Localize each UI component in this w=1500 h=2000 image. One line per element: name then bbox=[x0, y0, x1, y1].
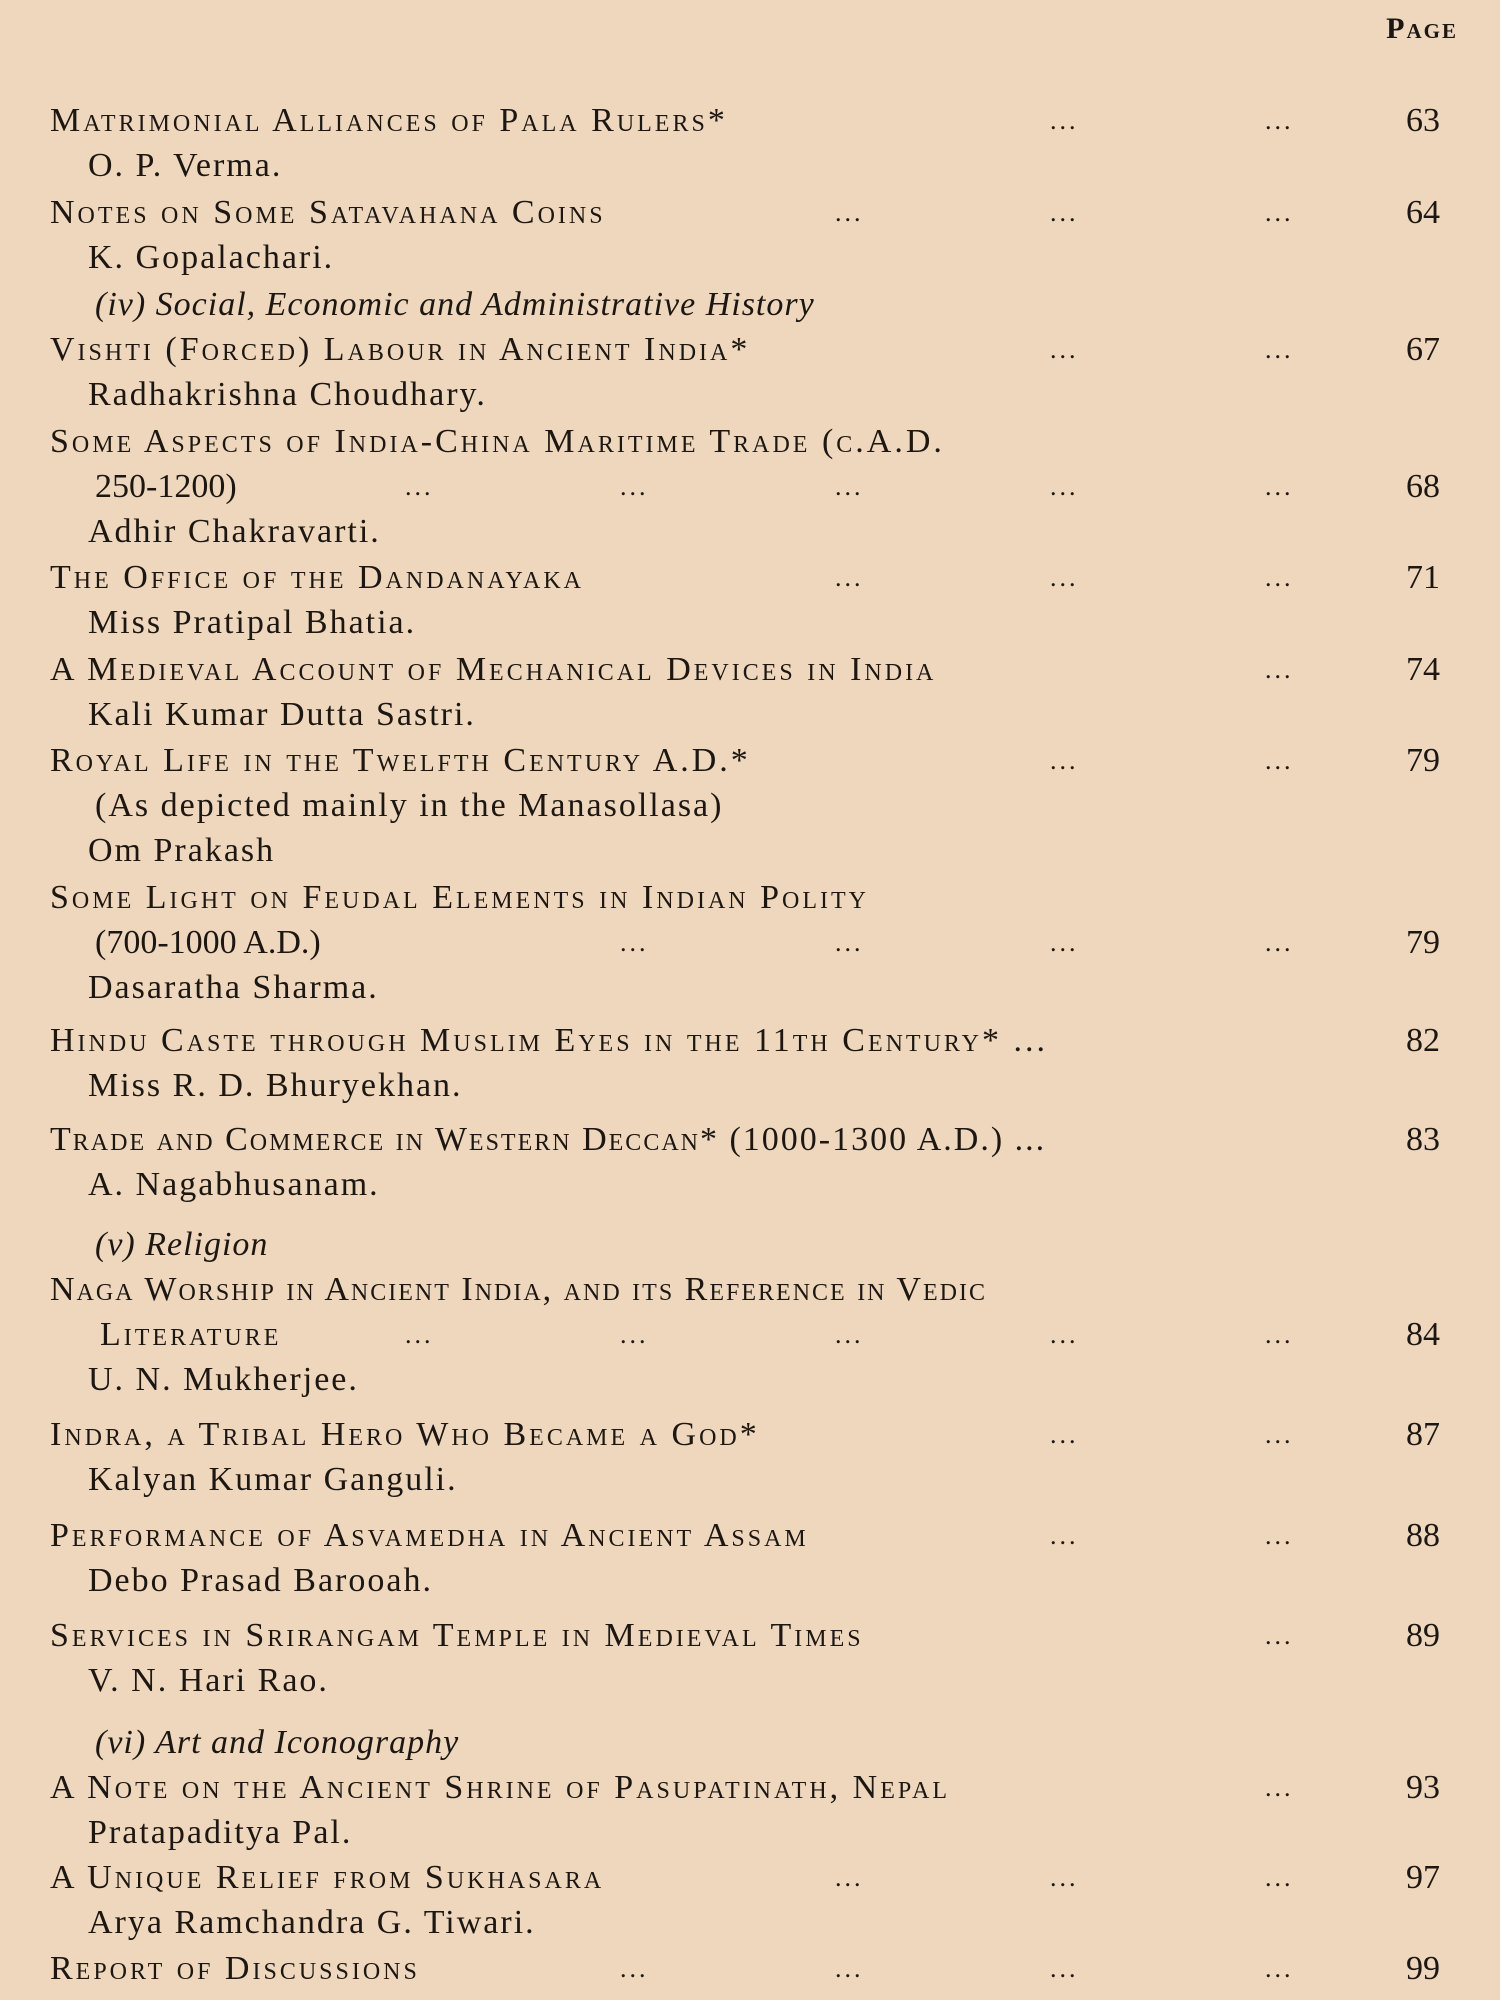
entry-author: Miss R. D. Bhuryekhan. bbox=[88, 1067, 463, 1104]
entry-title: Services in Srirangam Temple in Medieval Times bbox=[50, 1617, 864, 1654]
entry-author: K. Gopalachari. bbox=[88, 239, 335, 276]
entry-title: Report of Discussions bbox=[50, 1950, 420, 1987]
entry-title: Hindu Caste through Muslim Eyes in the 11th Century* ... bbox=[50, 1022, 1048, 1059]
entry-title: Some Aspects of India-China Maritime Trade (c.A.D. bbox=[50, 423, 945, 460]
toc-entry-line bbox=[50, 557, 1440, 599]
toc-entry-line bbox=[50, 329, 1440, 371]
toc-entry-line bbox=[50, 192, 1440, 234]
entry-author: Dasaratha Sharma. bbox=[88, 969, 379, 1006]
page-number: 84 bbox=[1406, 1316, 1440, 1353]
entry-author: V. N. Hari Rao. bbox=[88, 1662, 329, 1699]
entry-author: O. P. Verma. bbox=[88, 147, 283, 184]
entry-title-continuation: 250-1200) bbox=[95, 468, 237, 505]
entry-author: Adhir Chakravarti. bbox=[88, 513, 381, 550]
leader-dots: ... ... bbox=[1050, 1521, 1294, 1550]
page-number: 89 bbox=[1406, 1617, 1440, 1654]
entry-title-continuation: (700-1000 A.D.) bbox=[95, 924, 321, 961]
entry-author: Radhakrishna Choudhary. bbox=[88, 376, 487, 413]
leader-dots: ... ... ... bbox=[835, 1863, 1294, 1892]
entry-author: A. Nagabhusanam. bbox=[88, 1166, 380, 1203]
leader-dots: ... ... bbox=[1050, 1420, 1294, 1449]
entry-author: Pratapaditya Pal. bbox=[88, 1814, 353, 1851]
page-number: 63 bbox=[1406, 102, 1440, 139]
page-number: 74 bbox=[1406, 651, 1440, 688]
toc-entry-line bbox=[50, 1948, 1440, 1990]
page-number: 83 bbox=[1406, 1121, 1440, 1158]
entry-title: Matrimonial Alliances of Pala Rulers* bbox=[50, 102, 728, 139]
entry-subtitle: (As depicted mainly in the Manasollasa) bbox=[95, 787, 724, 824]
leader-dots: ... ... ... ... bbox=[620, 1954, 1294, 1983]
entry-author: U. N. Mukherjee. bbox=[88, 1361, 359, 1398]
page-number: 88 bbox=[1406, 1517, 1440, 1554]
toc-entry-line bbox=[50, 421, 1440, 463]
entry-title: Royal Life in the Twelfth Century A.D.* bbox=[50, 742, 751, 779]
toc-entry-line bbox=[50, 1414, 1440, 1456]
toc-entry-line bbox=[50, 1615, 1440, 1657]
toc-entry-line bbox=[50, 1020, 1440, 1062]
toc-entry-line bbox=[50, 1857, 1440, 1899]
toc-entry-line bbox=[50, 1269, 1440, 1311]
leader-dots: ... ... bbox=[1050, 746, 1294, 775]
page-number: 93 bbox=[1406, 1769, 1440, 1806]
toc-entry-line bbox=[50, 649, 1440, 691]
page-number: 99 bbox=[1406, 1950, 1440, 1987]
page-number: 82 bbox=[1406, 1022, 1440, 1059]
page-number: 79 bbox=[1406, 742, 1440, 779]
page-column-heading: Page bbox=[1386, 12, 1458, 45]
entry-title: A Note on the Ancient Shrine of Pasupatinath, Nepal bbox=[50, 1769, 951, 1806]
page-number: 79 bbox=[1406, 924, 1440, 961]
leader-dots: ... bbox=[1265, 655, 1294, 684]
toc-entry-line bbox=[50, 1767, 1440, 1809]
entry-title: Indra, a Tribal Hero Who Became a God* bbox=[50, 1416, 760, 1453]
entry-title: Notes on Some Satavahana Coins bbox=[50, 194, 606, 231]
leader-dots: ... ... ... ... bbox=[620, 928, 1294, 957]
entry-title: A Unique Relief from Sukhasara bbox=[50, 1859, 605, 1896]
leader-dots: ... ... bbox=[1050, 335, 1294, 364]
entry-author: Arya Ramchandra G. Tiwari. bbox=[88, 1904, 536, 1941]
leader-dots: ... ... ... ... ... bbox=[405, 1320, 1294, 1349]
leader-dots: ... ... bbox=[1050, 106, 1294, 135]
entry-title: Naga Worship in Ancient India, and its Reference in Vedic bbox=[50, 1271, 987, 1308]
page-number: 64 bbox=[1406, 194, 1440, 231]
toc-entry-line bbox=[50, 1314, 1440, 1356]
leader-dots: ... ... ... bbox=[835, 563, 1294, 592]
page-number: 97 bbox=[1406, 1859, 1440, 1896]
page-number: 71 bbox=[1406, 559, 1440, 596]
toc-entry-line bbox=[50, 1515, 1440, 1557]
entry-author: Kalyan Kumar Ganguli. bbox=[88, 1461, 458, 1498]
entry-title: Trade and Commerce in Western Deccan* (1000-1300 A.D.) ... bbox=[50, 1121, 1047, 1158]
leader-dots: ... ... ... bbox=[835, 198, 1294, 227]
page-number: 68 bbox=[1406, 468, 1440, 505]
toc-entry-line bbox=[50, 100, 1440, 142]
toc-entry-line bbox=[50, 740, 1440, 782]
entry-title: Vishti (Forced) Labour in Ancient India* bbox=[50, 331, 751, 368]
leader-dots: ... bbox=[1265, 1621, 1294, 1650]
entry-author: Debo Prasad Barooah. bbox=[88, 1562, 433, 1599]
toc-entry-line bbox=[50, 877, 1440, 919]
toc-entry-line bbox=[50, 1119, 1440, 1161]
entry-title: A Medieval Account of Mechanical Devices in India bbox=[50, 651, 937, 688]
entry-title-continuation: Literature bbox=[100, 1316, 282, 1353]
entry-title: Some Light on Feudal Elements in Indian Polity bbox=[50, 879, 869, 916]
toc-entry-line bbox=[50, 922, 1440, 964]
toc-entry-line bbox=[50, 466, 1440, 508]
page-number: 87 bbox=[1406, 1416, 1440, 1453]
section-heading: (iv) Social, Economic and Administrative History bbox=[95, 286, 815, 323]
entry-title: The Office of the Dandanayaka bbox=[50, 559, 585, 596]
page-number: 67 bbox=[1406, 331, 1440, 368]
section-heading: (v) Religion bbox=[95, 1226, 269, 1263]
leader-dots: ... bbox=[1265, 1773, 1294, 1802]
entry-title: Performance of Asvamedha in Ancient Assam bbox=[50, 1517, 809, 1554]
entry-author: Miss Pratipal Bhatia. bbox=[88, 604, 417, 641]
entry-author: Kali Kumar Dutta Sastri. bbox=[88, 696, 476, 733]
section-heading: (vi) Art and Iconography bbox=[95, 1724, 460, 1761]
leader-dots: ... ... ... ... ... bbox=[405, 472, 1294, 501]
entry-author: Om Prakash bbox=[88, 832, 276, 869]
